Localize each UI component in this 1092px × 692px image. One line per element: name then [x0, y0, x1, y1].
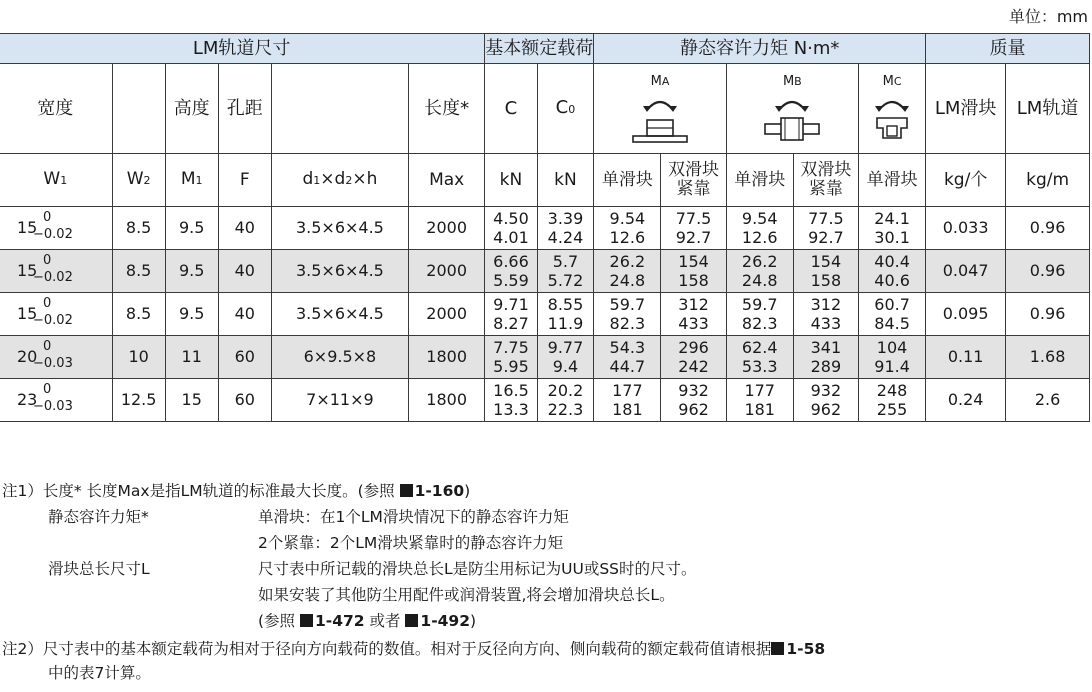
header-basic-load: 基本额定载荷 [485, 34, 594, 64]
note-block-text1: 尺寸表中所记载的滑块总长L是防尘用标记为UU或SS时的尺寸。 [258, 560, 697, 578]
header-ma-single: 单滑块 [594, 154, 661, 207]
cell-mb-double: 932 962 [793, 379, 858, 422]
header-mc-single: 单滑块 [859, 154, 926, 207]
header-hole-pitch: 孔距 [218, 64, 271, 154]
cell-c0: 8.55 11.9 [537, 293, 594, 336]
cell-kg-rail: 2.6 [1006, 379, 1090, 422]
header-kn-c0: kN [537, 154, 594, 207]
page-ref-icon [300, 614, 313, 627]
cell-w1: 23 0 −0.03 [0, 379, 112, 422]
header-width: 宽度 [0, 64, 112, 154]
page-ref-link[interactable]: 1-58 [786, 640, 826, 658]
header-f: F [218, 154, 271, 207]
cell-ma-double: 312 433 [661, 293, 726, 336]
cell-mb-single: 9.54 12.6 [726, 207, 793, 250]
table-row [0, 250, 1090, 293]
page-ref-icon [400, 484, 413, 497]
mb-moment-icon [757, 92, 827, 148]
cell-ma-double: 77.5 92.7 [661, 207, 726, 250]
cell-length: 2000 [409, 250, 485, 293]
spec-table [0, 33, 1090, 422]
header-ma-double: 双滑块 紧靠 [661, 154, 726, 207]
cell-ma-double: 154 158 [661, 250, 726, 293]
header-length: 长度* [409, 64, 485, 154]
note-static-text2: 2个紧靠：2个LM滑块紧靠时的静态容许力矩 [258, 534, 564, 552]
cell-m1: 9.5 [165, 250, 218, 293]
cell-c0: 5.7 5.72 [537, 250, 594, 293]
header-blank-dh [271, 64, 408, 154]
cell-mb-single: 62.4 53.3 [726, 336, 793, 379]
note-block-text2: 如果安装了其他防尘用配件或润滑装置,将会增加滑块总长L。 [258, 586, 675, 604]
header-c: C [485, 64, 537, 154]
cell-mc: 40.4 40.6 [859, 250, 926, 293]
note-block-label: 滑块总长尺寸L [48, 560, 150, 578]
header-height: 高度 [165, 64, 218, 154]
header-lm-block: LM滑块 [926, 64, 1006, 154]
cell-ma-double: 296 242 [661, 336, 726, 379]
cell-mb-double: 341 289 [793, 336, 858, 379]
header-ma: MA [594, 64, 726, 154]
cell-kg-rail: 0.96 [1006, 293, 1090, 336]
cell-length: 1800 [409, 379, 485, 422]
cell-ma-single: 59.7 82.3 [594, 293, 661, 336]
header-w1: W1 [0, 154, 112, 207]
cell-mb-double: 77.5 92.7 [793, 207, 858, 250]
mc-moment-icon [867, 92, 917, 148]
page-ref-link[interactable]: 1-160 [414, 482, 465, 500]
cell-dh: 6×9.5×8 [271, 336, 408, 379]
cell-mc: 248 255 [859, 379, 926, 422]
table-row [0, 379, 1090, 422]
cell-w1: 15 0 −0.02 [0, 250, 112, 293]
ma-moment-icon [625, 92, 695, 148]
header-mc: MC [859, 64, 926, 154]
cell-m1: 9.5 [165, 293, 218, 336]
header-w2: W2 [112, 154, 165, 207]
cell-dh: 3.5×6×4.5 [271, 207, 408, 250]
cell-dh: 3.5×6×4.5 [271, 250, 408, 293]
cell-c: 9.71 8.27 [485, 293, 537, 336]
cell-mb-single: 177 181 [726, 379, 793, 422]
cell-c0: 3.39 4.24 [537, 207, 594, 250]
header-kg-m: kg/m [1006, 154, 1090, 207]
note-static-text1: 单滑块：在1个LM滑块情况下的静态容许力矩 [258, 508, 569, 526]
note-2: 注2）尺寸表中的基本额定载荷为相对于径向方向载荷的数值。相对于反径向方向、侧向载荷的额定载荷值请根据 1-58 [2, 640, 826, 658]
cell-c: 7.75 5.95 [485, 336, 537, 379]
cell-f: 60 [218, 379, 271, 422]
table-row [0, 336, 1090, 379]
cell-ma-single: 54.3 44.7 [594, 336, 661, 379]
page-ref-link[interactable]: 1-492 [420, 612, 470, 630]
cell-w2: 8.5 [112, 293, 165, 336]
cell-c: 6.66 5.59 [485, 250, 537, 293]
cell-mb-double: 312 433 [793, 293, 858, 336]
page-ref-icon [405, 614, 418, 627]
cell-c0: 20.2 22.3 [537, 379, 594, 422]
cell-w1: 15 0 −0.02 [0, 293, 112, 336]
page-ref-link[interactable]: 1-472 [314, 612, 365, 630]
header-max: Max [409, 154, 485, 207]
cell-kg-block: 0.047 [926, 250, 1006, 293]
cell-f: 60 [218, 336, 271, 379]
cell-length: 1800 [409, 336, 485, 379]
cell-w2: 12.5 [112, 379, 165, 422]
header-rail-dims: LM轨道尺寸 [0, 34, 485, 64]
header-blank-w2 [112, 64, 165, 154]
table-row [0, 293, 1090, 336]
cell-m1: 15 [165, 379, 218, 422]
header-m1: M1 [165, 154, 218, 207]
cell-m1: 9.5 [165, 207, 218, 250]
header-dh: d1×d2×h [271, 154, 408, 207]
header-mb-single: 单滑块 [726, 154, 793, 207]
note-2-cont: 中的表7计算。 [48, 664, 151, 682]
cell-ma-single: 26.2 24.8 [594, 250, 661, 293]
cell-f: 40 [218, 250, 271, 293]
cell-mb-double: 154 158 [793, 250, 858, 293]
cell-w2: 8.5 [112, 207, 165, 250]
note-block-text3: (参照 1-472 或者 1-492) [258, 612, 477, 630]
cell-ma-single: 9.54 12.6 [594, 207, 661, 250]
header-static-moment: 静态容许力矩 N·m* [594, 34, 926, 64]
cell-f: 40 [218, 207, 271, 250]
header-mb-double: 双滑块 紧靠 [793, 154, 858, 207]
note-static-label: 静态容许力矩* [48, 508, 149, 526]
header-kn-c: kN [485, 154, 537, 207]
header-lm-rail: LM轨道 [1006, 64, 1090, 154]
unit-label: 单位：mm [1008, 7, 1088, 26]
cell-ma-single: 177 181 [594, 379, 661, 422]
cell-w2: 8.5 [112, 250, 165, 293]
cell-c: 16.5 13.3 [485, 379, 537, 422]
cell-kg-block: 0.24 [926, 379, 1006, 422]
table-row [0, 207, 1090, 250]
cell-w1: 15 0 −0.02 [0, 207, 112, 250]
cell-mc: 104 91.4 [859, 336, 926, 379]
cell-kg-block: 0.095 [926, 293, 1006, 336]
header-mass: 质量 [926, 34, 1090, 64]
cell-mc: 60.7 84.5 [859, 293, 926, 336]
cell-w2: 10 [112, 336, 165, 379]
cell-kg-rail: 0.96 [1006, 207, 1090, 250]
cell-kg-block: 0.033 [926, 207, 1006, 250]
cell-length: 2000 [409, 207, 485, 250]
cell-c: 4.50 4.01 [485, 207, 537, 250]
header-kg-each: kg/个 [926, 154, 1006, 207]
cell-c0: 9.77 9.4 [537, 336, 594, 379]
cell-ma-double: 932 962 [661, 379, 726, 422]
cell-kg-block: 0.11 [926, 336, 1006, 379]
cell-dh: 7×11×9 [271, 379, 408, 422]
cell-m1: 11 [165, 336, 218, 379]
cell-length: 2000 [409, 293, 485, 336]
cell-dh: 3.5×6×4.5 [271, 293, 408, 336]
header-mb: MB [726, 64, 858, 154]
note-1: 注1）长度* 长度Max是指LM轨道的标准最大长度。(参照 1-160) [2, 482, 471, 500]
cell-mc: 24.1 30.1 [859, 207, 926, 250]
cell-kg-rail: 1.68 [1006, 336, 1090, 379]
page-ref-icon [771, 642, 784, 655]
cell-mb-single: 26.2 24.8 [726, 250, 793, 293]
cell-kg-rail: 0.96 [1006, 250, 1090, 293]
cell-mb-single: 59.7 82.3 [726, 293, 793, 336]
header-c0: C0 [537, 64, 594, 154]
cell-w1: 20 0 −0.03 [0, 336, 112, 379]
cell-f: 40 [218, 293, 271, 336]
